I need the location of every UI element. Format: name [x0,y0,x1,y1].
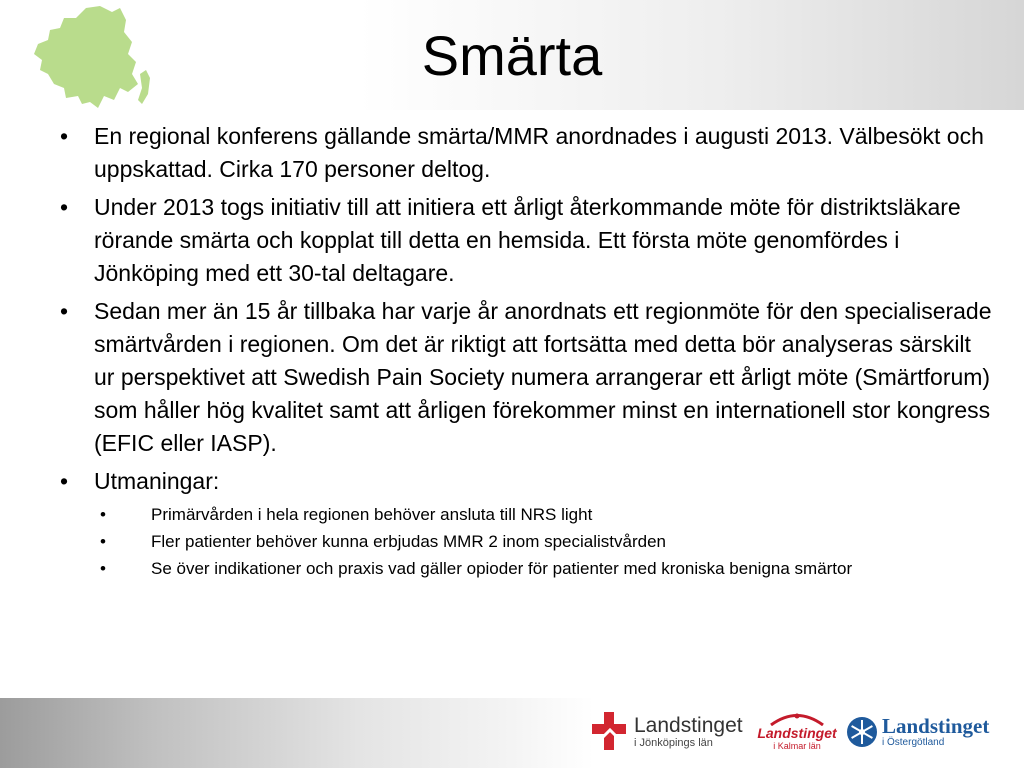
bullet-dot: • [60,123,69,149]
sub-bullet-item [52,530,992,553]
logo-subtitle: i Jönköpings län [634,736,713,749]
slide-title: Smärta [421,24,603,87]
bullet-dot: • [100,559,106,578]
logo-subtitle: i Kalmar län [773,741,821,751]
sub-bullet-item [52,503,992,526]
crown-logo-icon [767,712,827,726]
sub-bullet-item [52,557,992,580]
bullet-text: Under 2013 togs initiativ till att initiera ett årligt återkommande möte för distriktsläkare rörande smärta och kopplat till detta en hemsida. Ett första möte genomfördes i Jönköping med ett 30-tal deltagare. [94,194,961,286]
bullet-dot: • [60,468,69,494]
bullet-item [52,295,992,460]
sub-bullet-text: Se över indikationer och praxis vad gäller opioder för patienter med kroniska benigna smärtor [151,559,853,578]
bullet-text: Utmaningar: [94,468,220,494]
bullet-dot: • [60,194,69,220]
bullet-dot: • [100,505,106,524]
bullet-text: Sedan mer än 15 år tillbaka har varje år anordnats ett regionmöte för den specialiserade smärtvården i regionen. Om det är riktigt att fortsätta med detta bör analyseras särskilt ur perspektivet att Swedish Pain Society numera arrangerar ett årligt möte (Smärtforum) som håller hög kvalitet samt att årligen förekommer minst en internationell stor kongress (EFIC eller IASP). [94,298,992,456]
snowflake-logo-icon [846,716,878,748]
logo-landstinget-jonkoping [590,708,743,756]
bullet-dot: • [60,298,69,324]
logo-name: Landstinget [757,725,837,741]
sub-bullet-text: Fler patienter behöver kunna erbjudas MMR 2 inom specialistvården [151,532,666,551]
logo-landstinget-kalmar [758,708,836,756]
bullet-dot: • [100,532,106,551]
bullet-item [52,191,992,290]
slide-content [52,120,992,584]
logo-landstinget-ostergotland [846,708,989,756]
bullet-text: En regional konferens gällande smärta/MMR anordnades i augusti 2013. Välbesökt och uppskattad. Cirka 170 personer deltog. [94,123,984,182]
logo-name: Landstinget [882,714,990,738]
bullet-item [52,465,992,498]
bullet-item [52,120,992,186]
sub-bullet-text: Primärvården i hela regionen behöver ansluta till NRS light [151,505,593,524]
logo-name: Landstinget [634,713,743,737]
logo-subtitle: i Östergötland [882,737,945,748]
red-cross-logo-icon [590,710,630,754]
